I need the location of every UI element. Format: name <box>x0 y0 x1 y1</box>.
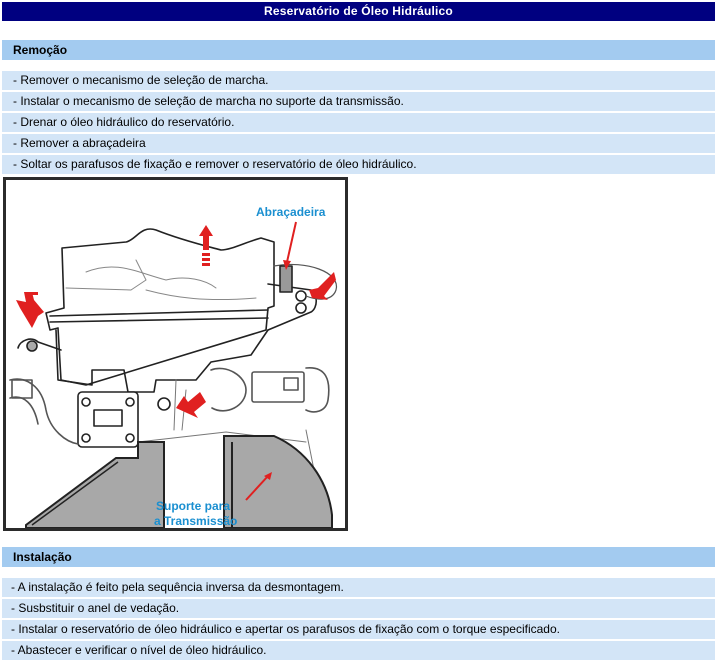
list-item: - Susbstituir o anel de vedação. <box>2 599 715 618</box>
list-item: - A instalação é feito pela sequência inversa da desmontagem. <box>2 578 715 597</box>
support-label-line2: a Transmissão <box>154 514 238 528</box>
removal-steps-list <box>2 71 715 176</box>
installation-steps-list <box>2 578 715 662</box>
section-header-installation: Instalação <box>2 547 715 567</box>
list-item: - Instalar o reservatório de óleo hidráulico e apertar os parafusos de fixação com o torque especificado. <box>2 620 715 639</box>
list-item: - Soltar os parafusos de fixação e remover o reservatório de óleo hidráulico. <box>2 155 715 174</box>
page-title: Reservatório de Óleo Hidráulico <box>2 2 715 21</box>
list-item: - Remover a abraçadeira <box>2 134 715 153</box>
reservoir-illustration <box>3 177 348 531</box>
reservoir-tank <box>46 229 274 385</box>
list-item: - Instalar o mecanismo de seleção de marcha no suporte da transmissão. <box>2 92 715 111</box>
list-item: - Drenar o óleo hidráulico do reservatório. <box>2 113 715 132</box>
bolt-arrow-left-icon <box>16 292 44 328</box>
support-label-line1: Suporte para <box>156 499 231 513</box>
bolt-arrow-center-icon <box>176 392 206 418</box>
clamp-label: Abraçadeira <box>256 205 326 219</box>
list-item: - Remover o mecanismo de seleção de marcha. <box>2 71 715 90</box>
section-header-removal: Remoção <box>2 40 715 60</box>
list-item: - Abastecer e verificar o nível de óleo hidráulico. <box>2 641 715 660</box>
